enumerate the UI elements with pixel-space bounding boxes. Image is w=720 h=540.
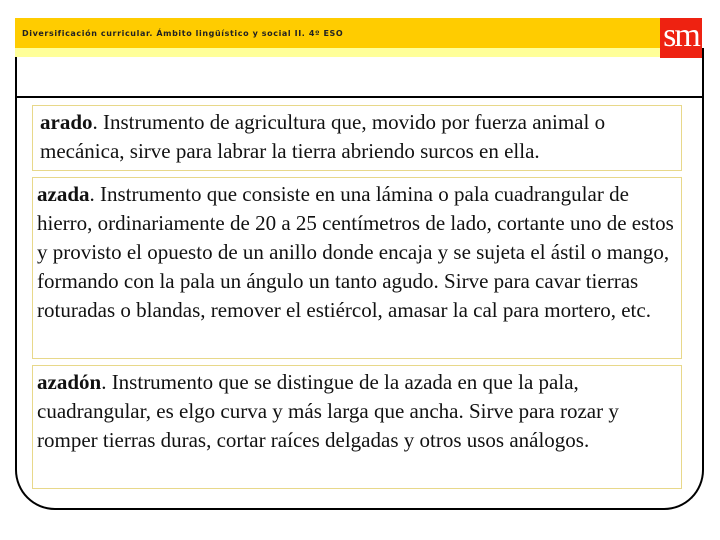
divider bbox=[15, 96, 704, 98]
definition: . Instrumento que se distingue de la azada en que la pala, cuadrangular, es elgo curva y más larga que ancha. Sirve para rozar y romper tierras duras, cortar raíces delgadas y otros usos análogos. bbox=[37, 370, 619, 452]
definition: . Instrumento que consiste en una lámina o pala cuadrangular de hierro, ordinariamente de 20 a 25 centímetros de lado, cortante uno de estos y provisto el opuesto de un anillo donde encaja y se sujeta el ástil o mango, formando con la pala un ángulo un tanto agudo. Sirve para cavar tierras roturadas o blandas, remover el estiércol, amasar la cal para mortero, etc. bbox=[37, 182, 674, 322]
definition-box-arado bbox=[32, 105, 682, 171]
definition-box-azada bbox=[32, 177, 682, 359]
sm-logo: sm bbox=[660, 18, 702, 58]
term: arado bbox=[40, 110, 93, 134]
definition: . Instrumento de agricultura que, movido por fuerza animal o mecánica, sirve para labrar la tierra abriendo surcos en ella. bbox=[40, 110, 606, 163]
header-title: Diversificación curricular. Ámbito lingüístico y social II. 4º ESO bbox=[22, 29, 344, 38]
term: azadón bbox=[37, 370, 102, 394]
term: azada bbox=[37, 182, 90, 206]
header-strip bbox=[15, 48, 660, 57]
definition-box-azadon bbox=[32, 365, 682, 489]
